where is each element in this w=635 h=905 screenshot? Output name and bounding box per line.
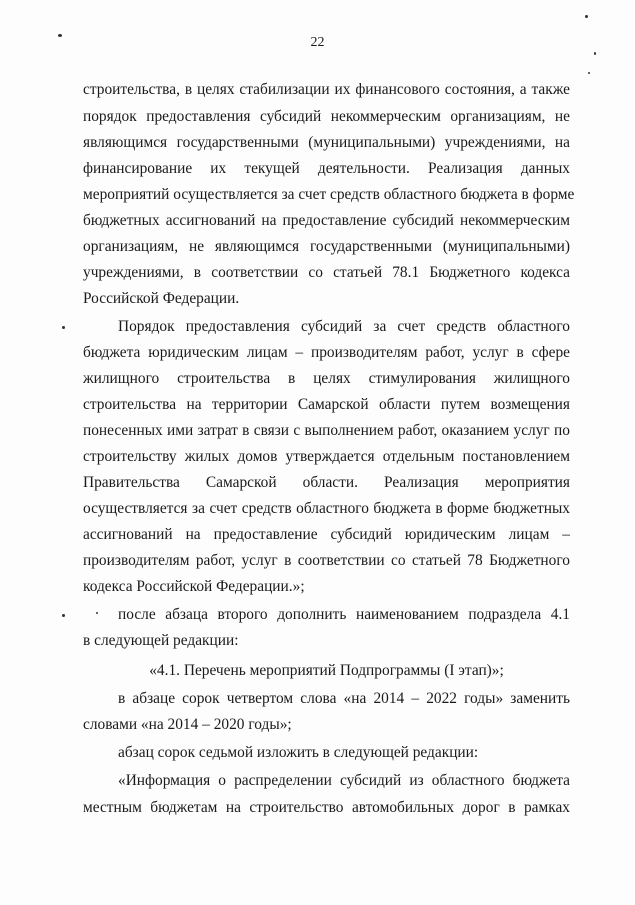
scan-speck <box>58 34 62 37</box>
text-line: бюджета юридическим лицам – производителям работ, услуг в сфере <box>83 344 570 361</box>
text-line: абзац сорок седьмой изложить в следующей редакции: <box>118 744 479 761</box>
text-line: Российской Федерации. <box>83 290 240 307</box>
text-line: бюджетных ассигнований на предоставление субсидий некоммерческим <box>83 212 570 229</box>
text-line: являющимся государственными (муниципальными) учреждениями, на <box>83 134 570 151</box>
text-line: строительству жилых домов утверждается отдельным постановлением <box>83 448 570 465</box>
subsection-heading: «4.1. Перечень мероприятий Подпрограммы (I этап)»; <box>149 662 504 679</box>
text-line: строительства на территории Самарской области путем возмещения <box>83 396 570 413</box>
scan-speck <box>594 52 596 55</box>
text-line: ассигнований на предоставление субсидий юридическим лицам – <box>83 526 570 543</box>
text-line: порядок предоставления субсидий некоммерческим организациям, не <box>83 108 570 125</box>
text-line: организациям, не являющимся государственными (муниципальными) <box>83 238 570 255</box>
text-line: в абзаце сорок четвертом слова «на 2014 – 2022 годы» заменить <box>118 690 570 707</box>
text-line: осуществляется за счет средств областного бюджета в форме бюджетных <box>83 500 570 517</box>
page-number: 22 <box>310 35 325 50</box>
text-line: кодекса Российской Федерации.»; <box>83 578 305 595</box>
scan-speck <box>62 614 65 617</box>
text-line: Порядок предоставления субсидий за счет средств областного <box>118 318 570 335</box>
text-line: строительства, в целях стабилизации их финансового состояния, а также <box>83 81 570 98</box>
text-line: производителям работ, услуг в соответствии со статьей 78 Бюджетного <box>83 552 570 569</box>
text-line: понесенных ими затрат в связи с выполнением работ, оказанием услуг по <box>83 422 570 439</box>
text-line: после абзаца второго дополнить наименованием подраздела 4.1 <box>118 606 570 623</box>
text-line: мероприятий осуществляется за счет средств областного бюджета в форме <box>83 186 575 203</box>
text-line: учреждениями, в соответствии со статьей 78.1 Бюджетного кодекса <box>83 264 570 281</box>
text-line: в следующей редакции: <box>83 632 239 649</box>
text-line: словами «на 2014 – 2020 годы»; <box>83 716 292 733</box>
scan-speck <box>588 72 590 74</box>
scan-speck <box>585 15 588 18</box>
text-line: жилищного строительства в целях стимулирования жилищного <box>83 370 570 387</box>
text-line: Правительства Самарской области. Реализация мероприятия <box>83 474 570 491</box>
text-line: финансирование их текущей деятельности. Реализация данных <box>83 160 570 177</box>
text-line: «Информация о распределении субсидий из областного бюджета <box>118 772 570 789</box>
scan-speck <box>62 326 65 329</box>
scan-speck <box>96 612 98 614</box>
text-line: местным бюджетам на строительство автомобильных дорог в рамках <box>83 799 570 816</box>
